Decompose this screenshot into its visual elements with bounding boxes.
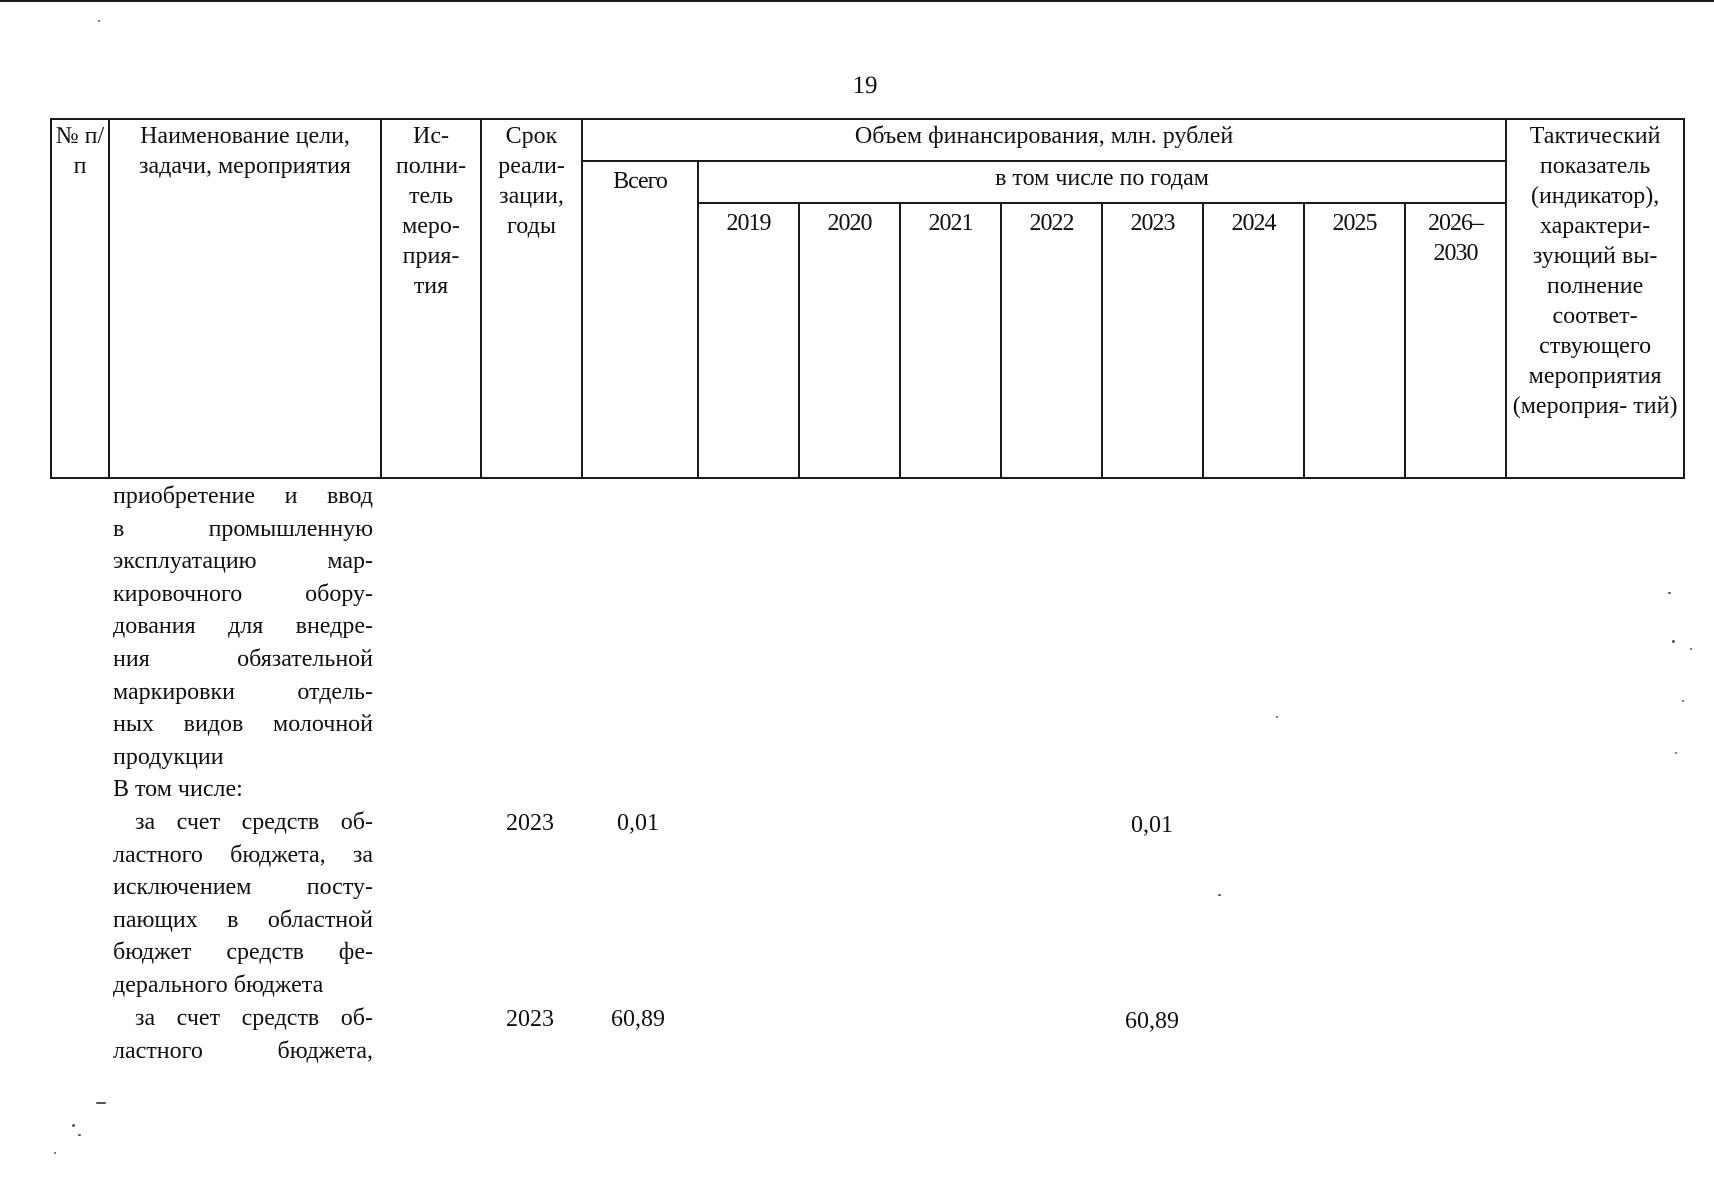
text-line: за счет средств об- <box>135 809 373 835</box>
header-cell-year: 2023 <box>1102 203 1203 478</box>
scan-speck <box>1675 752 1677 754</box>
header-cell-year: 2026–2030 <box>1405 203 1506 478</box>
scan-speck <box>1276 716 1278 718</box>
scan-speck <box>78 1134 81 1136</box>
scan-speck <box>72 1124 75 1127</box>
text-line: исключением посту- <box>113 874 373 901</box>
header-cell-by-years: в том числе по годам <box>698 161 1506 203</box>
page-number: 19 <box>852 72 878 99</box>
text-line: ных видов молочной <box>113 711 373 738</box>
scan-speck <box>1668 592 1671 594</box>
text-line: дования для внедре- <box>113 613 373 640</box>
header-cell-year: 2019 <box>698 203 799 478</box>
scan-speck <box>1690 648 1692 650</box>
header-cell-number: № п/п <box>51 119 109 478</box>
activity-description <box>113 480 373 806</box>
text-line: бюджет средств фе- <box>113 939 373 966</box>
scan-speck <box>96 1102 106 1104</box>
scan-speck <box>1218 894 1221 896</box>
total-cell: 60,89 <box>611 1006 665 1032</box>
year-2023-cell: 0,01 <box>1131 812 1173 838</box>
text-line: продукции <box>113 743 224 770</box>
text-line: в промышленную <box>113 515 373 542</box>
header-cell-executor: Ис- полни- тель меро- прия- тия <box>381 119 481 478</box>
header-cell-year: 2025 <box>1304 203 1405 478</box>
including-label: В том числе: <box>113 776 243 803</box>
year-2023-cell: 60,89 <box>1125 1008 1179 1034</box>
funding-source-regional-2 <box>113 1002 373 1067</box>
total-cell: 0,01 <box>617 810 659 836</box>
header-cell-term: Срок реали- зации, годы <box>481 119 582 478</box>
scan-speck <box>54 1152 56 1154</box>
text-line: эксплуатацию мар- <box>113 548 373 575</box>
text-line: ластного бюджета, <box>113 1037 373 1064</box>
header-cell-year: 2021 <box>900 203 1001 478</box>
scan-speck <box>1672 640 1675 643</box>
top-rule <box>0 0 1714 2</box>
text-line: дерального бюджета <box>113 971 324 998</box>
header-cell-total: Всего <box>582 161 698 478</box>
text-line: приобретение и ввод <box>113 483 373 509</box>
scan-speck <box>98 20 100 22</box>
table-header <box>50 118 1685 479</box>
text-line: ния обязательной <box>113 645 373 672</box>
header-cell-indicator: Тактический показатель (индикатор), характери- зующий вы- полнение соответ- ствующего мероприятия (мероприя- тий) <box>1506 119 1684 478</box>
term-cell: 2023 <box>506 1006 554 1032</box>
header-cell-year: 2024 <box>1203 203 1304 478</box>
text-line: пающих в областной <box>113 906 373 933</box>
text-line: ластного бюджета, за <box>113 841 373 868</box>
text-line: маркировки отдель- <box>113 678 373 705</box>
header-cell-name: Наименование цели, задачи, мероприятия <box>109 119 381 478</box>
text-line: за счет средств об- <box>135 1005 373 1031</box>
header-cell-funding: Объем финансирования, млн. рублей <box>582 119 1506 161</box>
term-cell: 2023 <box>506 810 554 836</box>
header-cell-year: 2020 <box>799 203 900 478</box>
text-line: кировочного обору- <box>113 580 373 607</box>
header-cell-year: 2022 <box>1001 203 1102 478</box>
funding-source-regional <box>113 806 373 1002</box>
scan-speck <box>1682 700 1684 702</box>
